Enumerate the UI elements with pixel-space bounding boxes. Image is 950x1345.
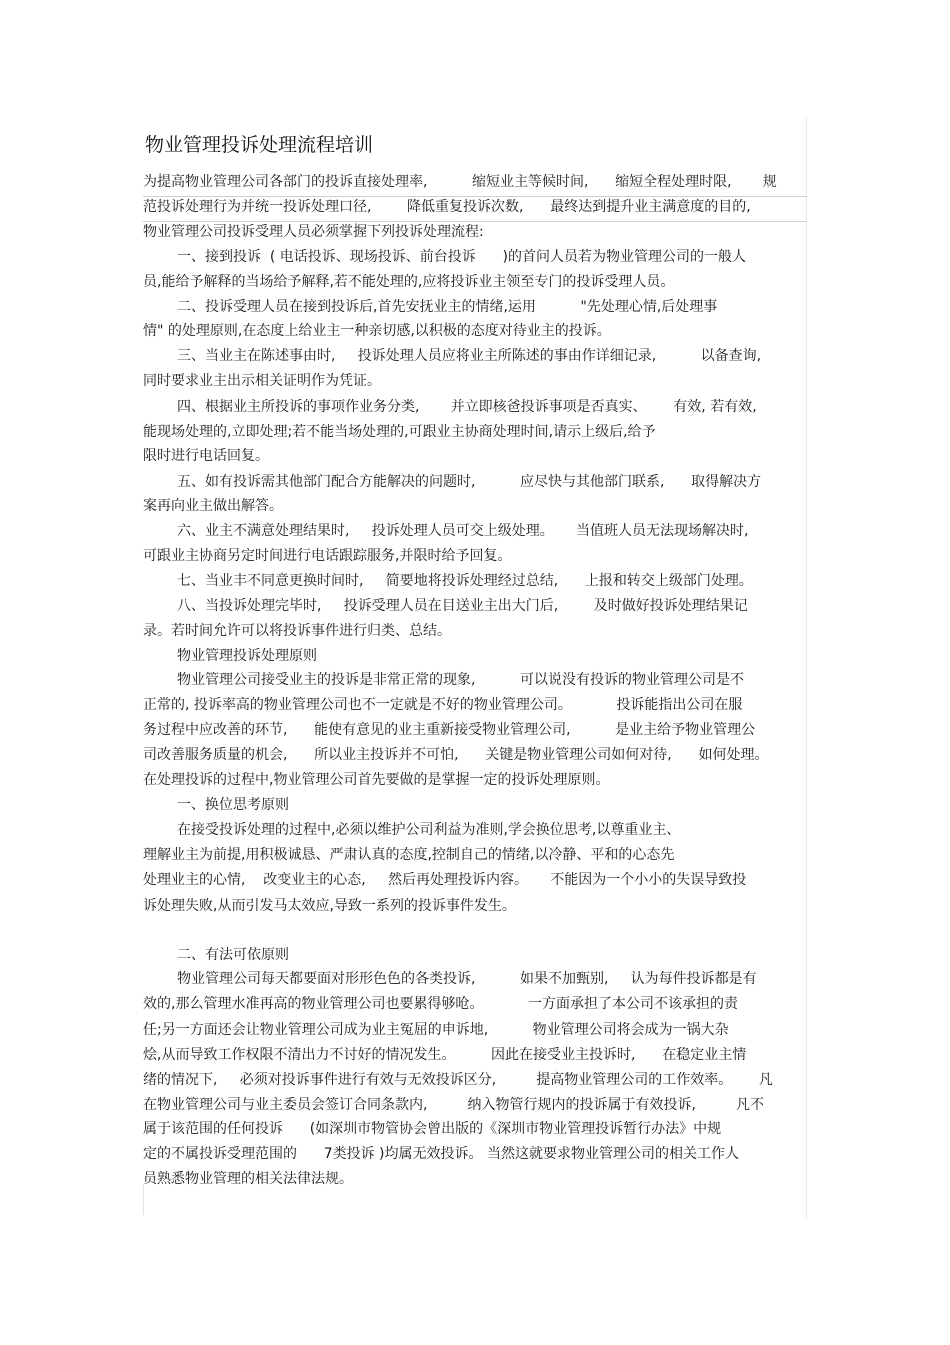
section-heading: 一、换位思考原则 (177, 797, 289, 813)
paragraph-line: 五、如有投诉需其他部门配合方能解决的问题时, 应尽快与其他部门联系, 取得解决方 (177, 474, 762, 490)
page-edge-right (806, 118, 807, 1218)
paragraph-line: 情" 的处理原则,在态度上给业主一种亲切感,以积极的态度对待业主的投诉。 (143, 323, 611, 339)
paragraph-line: 处理业主的心情, 改变业主的心态, 然后再处理投诉内容。 不能因为一个小小的失误导致投 (143, 872, 747, 888)
paragraph-line: 范投诉处理行为并统一投诉处理口径, 降低重复投诉次数, 最终达到提升业主满意度的目的, (143, 199, 751, 215)
paragraph-line: 属于该范围的任何投诉 (如深圳市物管协会曾出版的《深圳市物业管理投诉暂行办法》中规 (143, 1121, 722, 1137)
paragraph-line: 正常的, 投诉率高的物业管理公司也不一定就是不好的物业管理公司。 投诉能指出公司在服 (143, 697, 743, 713)
paragraph-line: 诉处理失败,从而引发马太效应,导致一系列的投诉事件发生。 (143, 898, 516, 914)
page-edge-left (143, 1185, 144, 1215)
paragraph-line: 理解业主为前提,用积极诚恳、严肃认真的态度,控制自己的情绪,以冷静、平和的心态先 (143, 847, 675, 863)
paragraph-line: 限时进行电话回复。 (143, 448, 269, 464)
paragraph-line: 务过程中应改善的环节, 能使有意见的业主重新接受物业管理公司, 是业主给予物业管理公 (143, 722, 756, 738)
paragraph-line: 录。若时间允许可以将投诉事件进行归类、总结。 (143, 623, 451, 639)
paragraph-line: 可跟业主协商另定时间进行电话跟踪服务,并限时给予回复。 (143, 548, 512, 564)
paragraph-line: 七、当业丰不同意更换时间时, 简要地将投诉处理经过总结, 上报和转交上级部门处理。 (177, 573, 753, 589)
paragraph-line: 在物业管理公司与业主委员会签订合同条款内, 纳入物管行规内的投诉属于有效投诉, 凡不 (143, 1097, 765, 1113)
paragraph-line: 物业管理公司投诉受理人员必须掌握下列投诉处理流程: (143, 224, 484, 240)
paragraph-line: 在处理投诉的过程中,物业管理公司首先要做的是掌握一定的投诉处理原则。 (143, 772, 610, 788)
paragraph-line: 能现场处理的,立即处理;若不能当场处理的,可跟业主协商处理时间,请示上级后,给予 (143, 424, 656, 440)
section-heading: 二、有法可依原则 (177, 947, 289, 963)
paragraph-line: 员熟悉物业管理的相关法律法规。 (143, 1171, 353, 1187)
paragraph-line: 案再向业主做出解答。 (143, 498, 283, 514)
paragraph-line: 四、根据业主所投诉的事项作业务分类, 并立即核爸投诉事项是否真实、 有效, 若有效, (177, 399, 757, 415)
paragraph-line: 在接受投诉处理的过程中,必须以维护公司利益为准则,学会换位思考,以尊重业主、 (177, 822, 681, 838)
document-title: 物业管理投诉处理流程培训 (145, 134, 374, 156)
paragraph-line: 物业管理公司每天都要面对形形色色的各类投诉, 如果不加甄别, 认为每件投诉都是有 (177, 971, 757, 987)
paragraph-line: 一、接到投诉 ( 电话投诉、现场投诉、前台投诉 )的首问人员若为物业管理公司的一般人 (177, 249, 746, 265)
paragraph-line: 同时要求业主出示相关证明作为凭证。 (143, 373, 381, 389)
paragraph-line: 六、业主不满意处理结果时, 投诉处理人员可交上级处理。 当值班人员无法现场解决时, (177, 523, 749, 539)
paragraph-line: 定的不属投诉受理范围的 7类投诉 )均属无效投诉。 当然这就要求物业管理公司的相关工作人 (143, 1146, 739, 1162)
paragraph-line: 八、当投诉处理完毕时, 投诉受理人员在目送业主出大门后, 及时做好投诉处理结果记 (177, 598, 748, 614)
paragraph-line: 效的,那么管理水准再高的物业管理公司也要累得够呛。 一方面承担了本公司不该承担的责 (143, 996, 738, 1012)
paragraph-line: 物业管理公司接受业主的投诉是非常正常的现象, 可以说没有投诉的物业管理公司是不 (177, 672, 744, 688)
paragraph-line: 任;另一方面还会让物业管理公司成为业主冤屈的申诉地, 物业管理公司将会成为一锅大杂 (143, 1022, 729, 1038)
paragraph-line: 司改善服务质量的机会, 所以业主投诉并不可怕, 关键是物业管理公司如何对待, 如何处理。 (143, 747, 769, 763)
paragraph-line: 绪的情况下, 必须对投诉事件进行有效与无效投诉区分, 提高物业管理公司的工作效率。 凡 (143, 1072, 773, 1088)
section-heading: 物业管理投诉处理原则 (177, 648, 317, 664)
paragraph-line: 员,能给予解释的当场给予解释,若不能处理的,应将投诉业主领至专门的投诉受理人员。 (143, 274, 675, 290)
paragraph-line: 二、投诉受理人员在接到投诉后,首先安抚业主的情绪,运用 "先处理心情,后处理事 (177, 299, 718, 315)
paragraph-line: 为提高物业管理公司各部门的投诉直接处理率, 缩短业主等候时间, 缩短全程处理时限, 规 (143, 174, 777, 190)
paragraph-line: 烩,从而导致工作权限不清出力不讨好的情况发生。 因此在接受业主投诉时, 在稳定业主情 (143, 1047, 747, 1063)
paragraph-line: 三、当业主在陈述事由时, 投诉处理人员应将业主所陈述的事由作详细记录, 以备查询, (177, 348, 762, 364)
